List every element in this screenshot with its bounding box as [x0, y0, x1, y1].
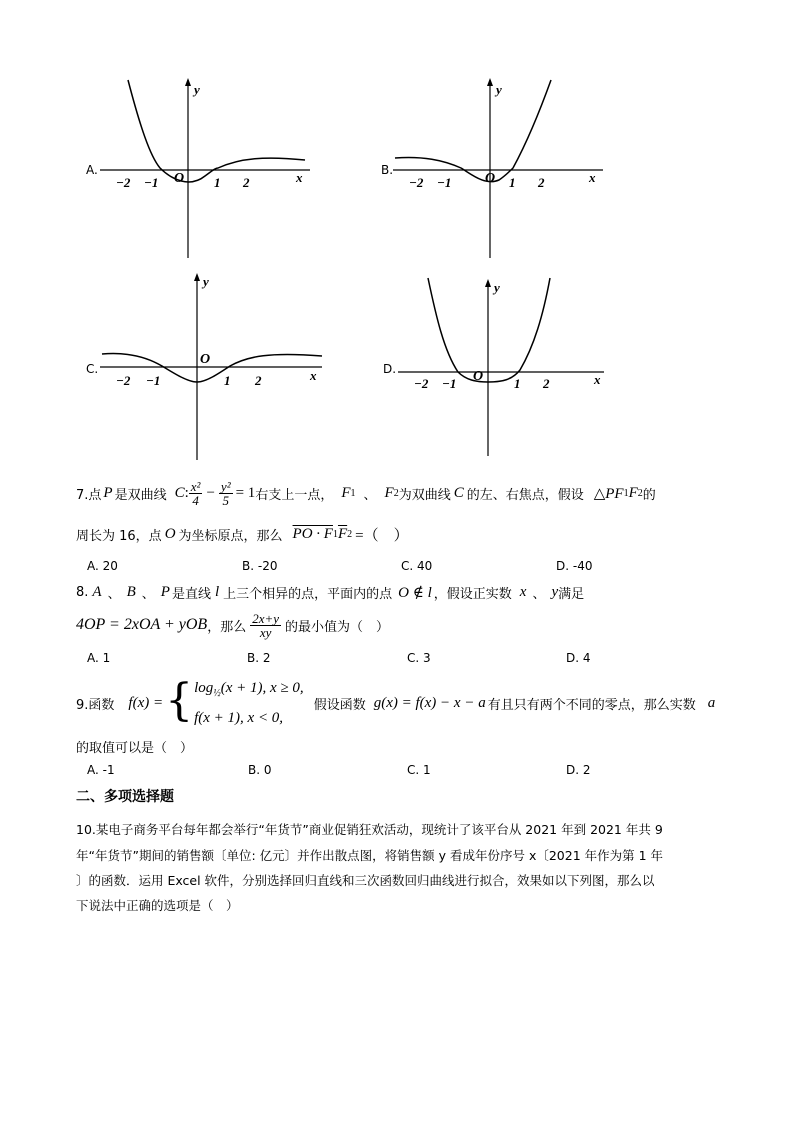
- y-arrow: [485, 279, 491, 287]
- q7-text: 的: [642, 487, 656, 503]
- case-2: f(x + 1), x < 0,: [194, 710, 284, 726]
- frac-den: xy: [259, 624, 272, 640]
- frac-den: 4: [192, 492, 199, 508]
- q7-text: 的左、右焦点，假设: [466, 487, 584, 503]
- separator: 、: [141, 586, 155, 602]
- y-arrow: [185, 78, 191, 86]
- q7-text: 周长为 16，点: [76, 528, 162, 544]
- var-a: a: [707, 694, 716, 711]
- tick-neg2: −2: [116, 373, 131, 388]
- graph-a: [100, 76, 315, 260]
- curve-c: [102, 354, 322, 383]
- option-label-d: D.: [383, 362, 397, 376]
- q9-number: 9.函数: [76, 697, 115, 713]
- case-1: [194, 676, 304, 706]
- q9-text: 假设函数: [313, 697, 366, 713]
- log: log: [194, 680, 214, 696]
- triangle: △PF: [593, 485, 624, 502]
- point-p: P: [103, 484, 113, 501]
- curve-b: [395, 80, 551, 182]
- section-heading: 二、多项选择题: [76, 789, 174, 805]
- sub: 2: [393, 487, 399, 499]
- q7-option-d: D. -40: [556, 559, 593, 573]
- y-label: y: [203, 274, 209, 289]
- sub: 2: [637, 487, 643, 499]
- q8-text: ，假设正实数: [433, 586, 512, 602]
- minus: −: [206, 484, 215, 501]
- q9-option-a: A. -1: [87, 763, 115, 777]
- origin-label: O: [485, 171, 496, 186]
- tick-neg1: −1: [437, 175, 452, 190]
- q8-option-a: A. 1: [87, 651, 111, 665]
- tick-neg1: −1: [442, 376, 457, 391]
- q7-line2: [76, 520, 409, 548]
- case-1-rest: (x + 1), x ≥ 0,: [220, 680, 304, 696]
- point-b: B: [126, 583, 136, 600]
- curve-d: [428, 278, 550, 382]
- option-label-b: B.: [381, 163, 394, 177]
- frac-num: y²: [220, 478, 231, 494]
- q10-line: 〕的函数．运用 Excel 软件，分别选择回归直线和三次函数回归曲线进行拟合，效果如以下列图，那么以: [76, 873, 655, 888]
- focus-f1: F: [341, 484, 351, 501]
- q8-option-d: D. 4: [566, 651, 591, 665]
- sub: 2: [347, 528, 353, 540]
- sub: 1: [332, 528, 338, 540]
- q9-line1: [76, 676, 715, 730]
- point-a: A: [92, 583, 102, 600]
- q7-text: 右支上一点，: [255, 487, 334, 503]
- answer-blank: =（ ）: [355, 527, 409, 544]
- frac-num: 2x+y: [252, 610, 280, 626]
- option-label-c: C.: [86, 362, 99, 376]
- q8-option-c: C. 3: [407, 651, 431, 665]
- x-label: x: [589, 170, 596, 185]
- q7-option-b: B. -20: [242, 559, 278, 573]
- q9-line2: 的取值可以是（ ）: [76, 741, 194, 756]
- tick-1: 1: [509, 175, 516, 190]
- graph-c: [100, 270, 325, 462]
- tick-2: 2: [255, 373, 262, 388]
- x-label: x: [310, 368, 317, 383]
- y-label: y: [496, 82, 502, 97]
- q9-option-d: D. 2: [566, 763, 591, 777]
- function-f: f(x) =: [128, 694, 164, 711]
- option-label-a: A.: [86, 163, 98, 177]
- frac-den: 5: [222, 492, 229, 508]
- sub: 1: [350, 487, 356, 499]
- origin-label: O: [200, 352, 211, 367]
- piecewise-cases: [194, 676, 304, 730]
- y-label: y: [494, 280, 500, 295]
- q9-option-c: C. 1: [407, 763, 431, 777]
- vector-equation: 4OP = 2xOA + yOB: [76, 616, 208, 633]
- q8-line1: [76, 580, 584, 604]
- tick-neg1: −1: [146, 373, 161, 388]
- tick-neg1: −1: [144, 175, 159, 190]
- separator: 、: [107, 586, 121, 602]
- q8-text: 上三个相异的点，平面内的点: [223, 586, 393, 602]
- tick-1: 1: [214, 175, 221, 190]
- tick-2: 2: [543, 376, 550, 391]
- q7-text: 为双曲线: [398, 487, 451, 503]
- tick-2: 2: [538, 175, 545, 190]
- brace: {: [165, 675, 194, 726]
- point-p: P: [160, 583, 170, 600]
- q7-line1: [76, 476, 656, 510]
- colon: :: [184, 484, 189, 501]
- q7-option-c: C. 40: [401, 559, 433, 573]
- frac-num: x²: [190, 478, 201, 494]
- q8-text: 的最小值为（ ）: [285, 619, 390, 635]
- tick-neg2: −2: [409, 175, 424, 190]
- tick-neg2: −2: [414, 376, 429, 391]
- q7-number: 7.点: [76, 487, 102, 503]
- q9-text: 有且只有两个不同的零点，那么实数: [487, 697, 696, 713]
- var-y: y: [551, 583, 559, 600]
- focus-f: $\overline{F}$: [337, 525, 348, 542]
- y-arrow: [487, 78, 493, 86]
- tick-1: 1: [224, 373, 231, 388]
- y-label: y: [194, 82, 200, 97]
- q7-text: 是双曲线: [114, 487, 167, 503]
- sub: 1: [623, 487, 629, 499]
- fraction-y2-5: [219, 480, 233, 507]
- x-label: x: [296, 170, 303, 185]
- origin-label: O: [473, 369, 484, 384]
- curve-c-symbol: C: [453, 484, 464, 501]
- q8-option-b: B. 2: [247, 651, 271, 665]
- q7-text: 为坐标原点，那么: [178, 528, 283, 544]
- focus-f2: F: [384, 484, 394, 501]
- tick-1: 1: [514, 376, 521, 391]
- separator: 、: [363, 487, 377, 503]
- condition: O ∉ l: [398, 584, 432, 601]
- q8-line2: [76, 608, 389, 642]
- function-g: g(x) = f(x) − x − a: [373, 694, 486, 711]
- q8-text: 是直线: [171, 586, 211, 602]
- sub: ½: [213, 688, 221, 699]
- origin-o: O: [164, 525, 176, 542]
- x-label: x: [594, 372, 601, 387]
- vector-expression: PO · F: [292, 525, 333, 542]
- graph-b: [393, 76, 608, 260]
- y-arrow: [194, 273, 200, 281]
- q8-text: 满足: [558, 586, 585, 602]
- q10-line: 10.某电子商务平台每年都会举行“年货节”商业促销狂欢活动，现统计了该平台从 2021 年到 2021 年共 9: [76, 822, 663, 837]
- fraction-x2-4: [189, 480, 203, 507]
- graph-d: [398, 276, 608, 460]
- q8-number: 8.: [76, 584, 89, 600]
- focus-f: F: [628, 484, 638, 501]
- curve-a: [128, 80, 305, 182]
- curve-c-symbol: C: [174, 484, 185, 501]
- equals-1: = 1: [235, 484, 256, 501]
- var-x: x: [519, 583, 527, 600]
- fraction-2xy-xy: [250, 612, 281, 639]
- separator: 、: [532, 586, 546, 602]
- q7-option-a: A. 20: [87, 559, 118, 573]
- tick-neg2: −2: [116, 175, 131, 190]
- origin-label: O: [174, 171, 185, 186]
- q8-text: ，那么: [207, 619, 247, 635]
- q9-option-b: B. 0: [248, 763, 272, 777]
- tick-2: 2: [243, 175, 250, 190]
- q10-line: 年“年货节”期间的销售额〔单位: 亿元〕并作出散点图，将销售额 y 看成年份序号 x〔2021 年作为第 1 年: [76, 848, 664, 863]
- q10-line: 下说法中正确的选项是（ ）: [76, 898, 239, 913]
- line-l: l: [214, 583, 220, 600]
